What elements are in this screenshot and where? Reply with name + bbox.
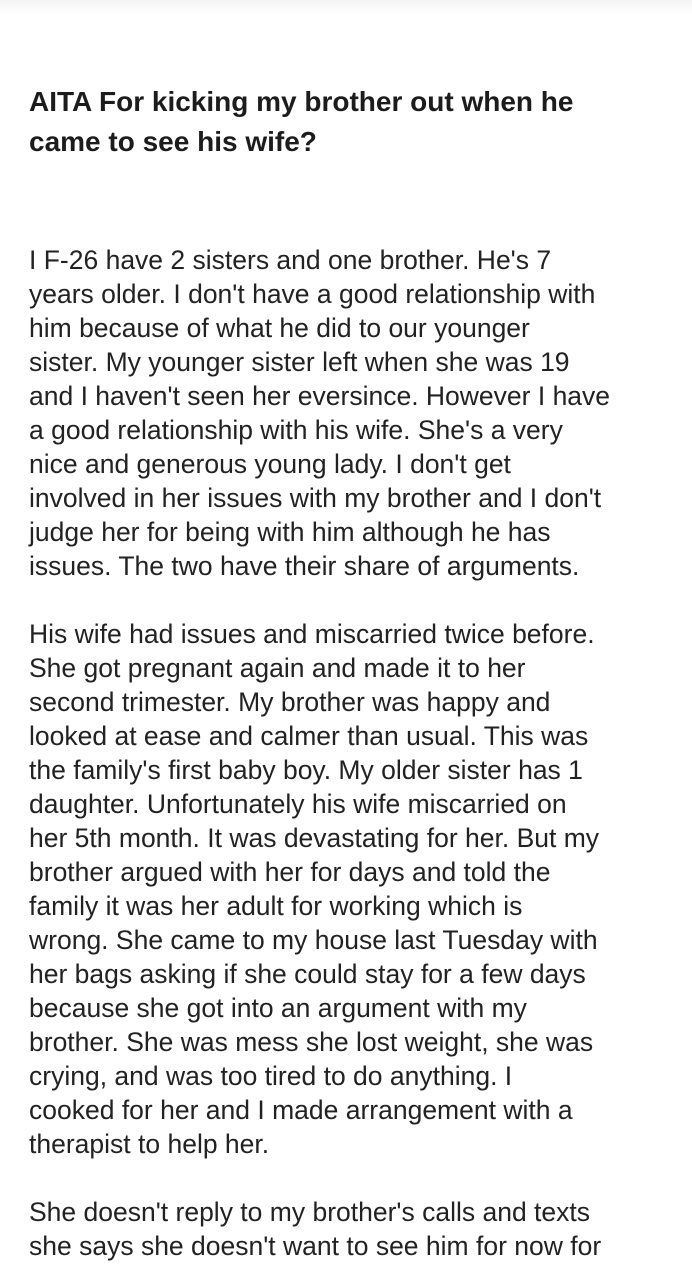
body-line: wrong. She came to my house last Tuesday with [29,925,598,955]
post-paragraph [29,243,669,583]
body-line: issues. The two have their share of arguments. [29,551,580,581]
body-line: she says she doesn't want to see him for now for [29,1231,602,1261]
body-line: because she got into an argument with my [29,993,527,1023]
post-title [29,82,649,162]
body-line: nice and generous young lady. I don't get [29,449,511,479]
body-line: She doesn't reply to my brother's calls and texts [29,1197,591,1227]
body-line: a good relationship with his wife. She's a very [29,415,563,445]
body-line: brother argued with her for days and told the [29,857,551,887]
body-line: She got pregnant again and made it to her [29,653,526,683]
body-line: I F-26 have 2 sisters and one brother. He's 7 [29,245,552,275]
post-title-line: came to see his wife? [29,126,317,157]
post-body [29,243,669,1280]
body-line: therapist to help her. [29,1129,270,1159]
body-line: crying, and was too tired to do anything. I [29,1061,513,1091]
top-shadow [0,0,692,14]
body-line: cooked for her and I made arrangement with a [29,1095,573,1125]
body-line: His wife had issues and miscarried twice before. [29,619,595,649]
body-line: the family's first baby boy. My older sister has 1 [29,755,583,785]
body-line: her bags asking if she could stay for a few days [29,959,586,989]
body-line: her 5th month. It was devastating for her. But my [29,823,600,853]
body-line: brother. She was mess she lost weight, she was [29,1027,594,1057]
body-line: second trimester. My brother was happy and [29,687,551,717]
body-line: and I haven't seen her eversince. However I have [29,381,611,411]
body-line: judge her for being with him although he has [29,517,551,547]
body-line: daughter. Unfortunately his wife miscarried on [29,789,567,819]
body-line: involved in her issues with my brother and I don't [29,483,602,513]
post-title-line: AITA For kicking my brother out when he [29,86,574,117]
body-line: years older. I don't have a good relationship with [29,279,596,309]
post-paragraph [29,617,669,1161]
body-line: sister. My younger sister left when she was 19 [29,347,570,377]
body-line: family it was her adult for working which is [29,891,523,921]
body-line: looked at ease and calmer than usual. This was [29,721,589,751]
body-line: him because of what he did to our younger [29,313,530,343]
post-paragraph [29,1195,669,1263]
